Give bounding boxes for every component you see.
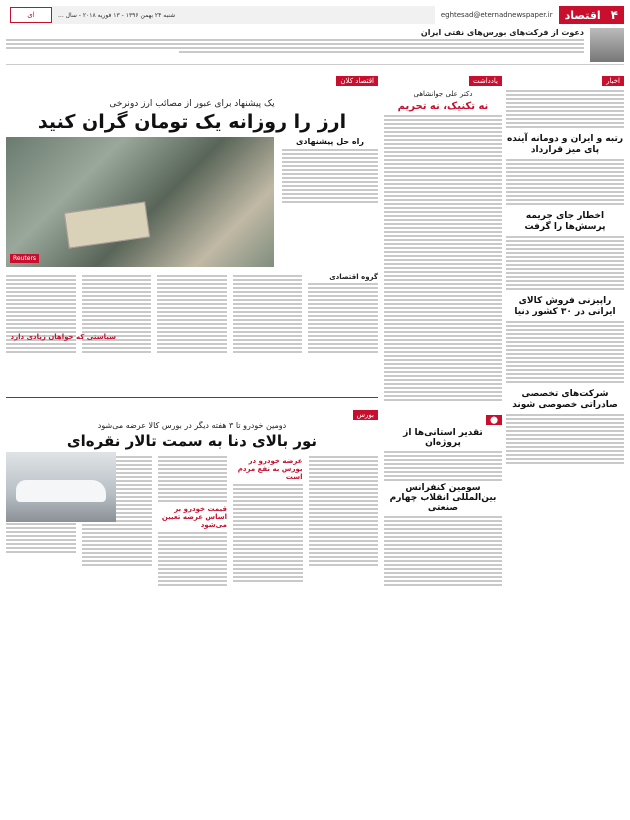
main-story-byline: گروه اقتصادی — [329, 273, 378, 281]
photo-credit: Reuters — [10, 254, 39, 263]
newspaper-logo: ای — [10, 7, 52, 23]
site-url[interactable]: eghtesad@eternadnewspaper.ir — [440, 11, 553, 19]
news-label: اخبار — [602, 76, 624, 86]
lower-subhead-1: عرضه خودرو در بورس به نفع مردم است — [237, 457, 303, 481]
main-story-label: اقتصاد کلان — [336, 76, 378, 86]
banknote-image — [64, 201, 150, 248]
article-warning — [506, 211, 624, 290]
section-name: اقتصاد — [564, 8, 601, 22]
sidebar-title: راه حل پیشنهادی — [296, 137, 364, 146]
main-story-photo — [6, 137, 274, 267]
lower-story-headline: نور بالای دنا به سمت تالار نقره‌ای — [66, 432, 318, 450]
section-divider — [6, 397, 378, 398]
author-portrait — [590, 28, 624, 62]
news-bullets — [506, 90, 624, 128]
lower-story-label: بورس — [353, 410, 379, 420]
main-story-headline: ارز را روزانه یک تومان گران کنید — [37, 111, 347, 133]
dateline-text: شنبه ۲۴ بهمن ۱۳۹۶ - ۱۳ فوریه ۲۰۱۸ - سال ... — [58, 11, 176, 19]
editorial-label: یادداشت — [469, 76, 502, 86]
sub-article-title-2: سومین کنفرانس بین‌المللی انقلاب چهارم صنعتی — [389, 483, 497, 513]
page-number: ۴ — [610, 8, 618, 22]
editorial-author: دکتر علی جوانشاهی — [413, 90, 473, 98]
article-title: شرکت‌های تخصصی صادراتی خصوصی شوند — [512, 389, 618, 410]
main-story — [6, 68, 378, 398]
sub-article-title: تقدیر استانی‌ها از پروژه‌ان — [403, 428, 483, 448]
dateline — [52, 6, 435, 24]
right-column — [506, 68, 624, 466]
sub-article — [384, 407, 502, 586]
lower-subhead-2: قیمت خودرو بر اساس عرضه تعیین می‌شود — [161, 505, 227, 529]
car-photo — [6, 452, 116, 522]
main-story-kicker: یک پیشنهاد برای عبور از مصائب ارز دونرخی — [109, 99, 275, 109]
article-title: راپیزنی فروش کالای ایرانی در ۳۰ کشور دنیا — [514, 296, 616, 317]
sub-article-label: ⬤ — [486, 415, 502, 425]
top-story-body — [6, 39, 584, 53]
left-side-article — [6, 330, 116, 344]
editorial-title: نه تکنیک، نه تحریم — [397, 101, 489, 112]
article-exports — [506, 296, 624, 383]
top-story-title: دعوت از فرکت‌های بورس‌های نفتی ایران — [420, 28, 584, 37]
masthead — [6, 6, 624, 24]
article-title: رتبه و ایران و دومانه آینده پای میز قرارداد — [506, 134, 624, 155]
editorial-column — [384, 68, 502, 588]
left-side-headline: سیاستی که خواهان زیادی دارد — [10, 333, 116, 341]
top-story-box — [6, 26, 624, 65]
section-badge — [559, 6, 624, 24]
editorial-body — [384, 115, 502, 401]
lower-story-body — [82, 454, 378, 588]
lower-story-kicker: دومین خودرو تا ۳ هفته دیگر در بورس کالا عرضه می‌شود — [97, 421, 287, 430]
article-companies — [506, 389, 624, 464]
article-rank — [506, 134, 624, 205]
article-title: اخطار جای جریمه پرسش‌ها را گرفت — [524, 211, 606, 232]
main-story-sidebar — [282, 137, 378, 205]
